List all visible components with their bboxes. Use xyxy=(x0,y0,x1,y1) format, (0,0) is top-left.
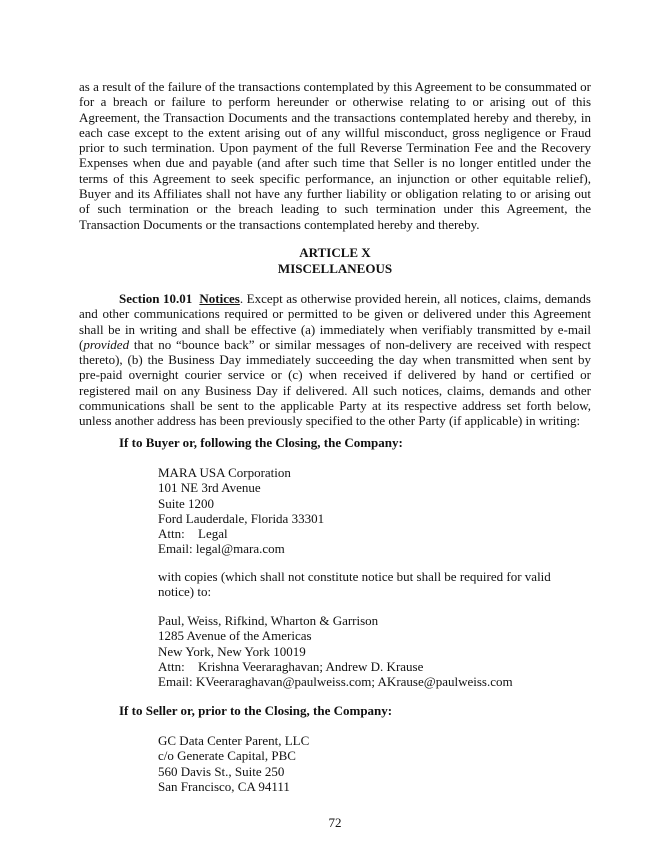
article-number: ARTICLE X xyxy=(299,245,371,260)
buyer-email-line: Email: legal@mara.com xyxy=(158,541,285,557)
copy-attn-value: Krishna Veeraraghavan; Andrew D. Krause xyxy=(198,658,424,674)
copies-note: with copies (which shall not constitute notice but shall be required for valid notice) to: xyxy=(158,569,551,600)
buyer-address-line: Ford Lauderdale, Florida 33301 xyxy=(158,510,325,526)
article-title: MISCELLANEOUS xyxy=(277,261,393,276)
section-text-a: . Except as otherwise provided herein, all notices, claims, demands and other communications required or permitted to be given or delivered under this Agreement shall be in writing and shall be effective (a) immediately when verifiably transmitted by e-mail ( xyxy=(79,291,591,352)
page-number: 72 xyxy=(328,815,342,830)
buyer-address-line: 101 NE 3rd Avenue xyxy=(158,480,261,496)
seller-address-line: GC Data Center Parent, LLC xyxy=(158,733,310,748)
buyer-address-block xyxy=(158,465,588,557)
seller-notice-heading: If to Seller or, prior to the Closing, the Company: xyxy=(119,703,393,718)
copy-address-block xyxy=(158,613,588,689)
section-text-provided: provided xyxy=(83,336,130,352)
seller-address-block xyxy=(158,733,588,794)
termination-paragraph: as a result of the failure of the transactions contemplated by this Agreement to be consummated or for a breach or failure to perform hereunder or otherwise relating to or arising out of this Agreement, the Transaction Documents and the transactions contemplated hereby and thereby, in each case except to the extent arising out of any willful misconduct, gross negligence or Fraud prior to such termination. Upon payment of the full Reverse Termination Fee and the Recovery Expenses when due and payable (and after such time that Seller is no longer entitled under the terms of this Agreement to seek specific performance, an injunction or other equitable relief), Buyer and its Affiliates shall not have any further liability or obligation relating to or arising out of such termination or the breach leading to such termination under this Agreement, the Transaction Documents or the transactions contemplated hereby and thereby. xyxy=(79,79,591,232)
copy-address-line: New York, New York 10019 xyxy=(158,643,306,659)
notices-paragraph xyxy=(79,291,591,429)
copies-note-block xyxy=(158,569,588,600)
copy-address-line: Paul, Weiss, Rifkind, Wharton & Garrison xyxy=(158,613,379,628)
seller-address-line: c/o Generate Capital, PBC xyxy=(158,748,296,764)
seller-address-line: San Francisco, CA 94111 xyxy=(158,778,290,794)
section-number: Section 10.01 xyxy=(119,291,193,306)
copy-attn-label: Attn: xyxy=(158,658,185,674)
seller-address-line: 560 Davis St., Suite 250 xyxy=(158,763,285,779)
buyer-attn-label: Attn: xyxy=(158,526,185,542)
buyer-address-line: Suite 1200 xyxy=(158,495,214,511)
copy-address-line: 1285 Avenue of the Americas xyxy=(158,628,312,644)
buyer-notice-heading: If to Buyer or, following the Closing, the Company: xyxy=(119,435,403,450)
buyer-attn-value: Legal xyxy=(198,526,228,542)
copy-email-line: Email: KVeeraraghavan@paulweiss.com; AKrause@paulweiss.com xyxy=(158,674,513,690)
section-text-b: that no “bounce back” or similar messages of non-delivery are received with respect thereto), (b) the Business Day immediately succeeding the day when transmitted when sent by pre-paid overnight courier service or (c) when received if delivered by hand or certified or registered mail on any Business Day if delivered. All such notices, claims, demands and other communications shall be sent to the applicable Party at its respective address set forth below, unless another address has been previously specified to the other Party (if applicable) in writing: xyxy=(79,336,591,429)
buyer-attn-line xyxy=(158,526,588,541)
section-title: Notices xyxy=(199,291,240,306)
buyer-address-line: MARA USA Corporation xyxy=(158,465,291,480)
copy-attn-line xyxy=(158,659,588,674)
